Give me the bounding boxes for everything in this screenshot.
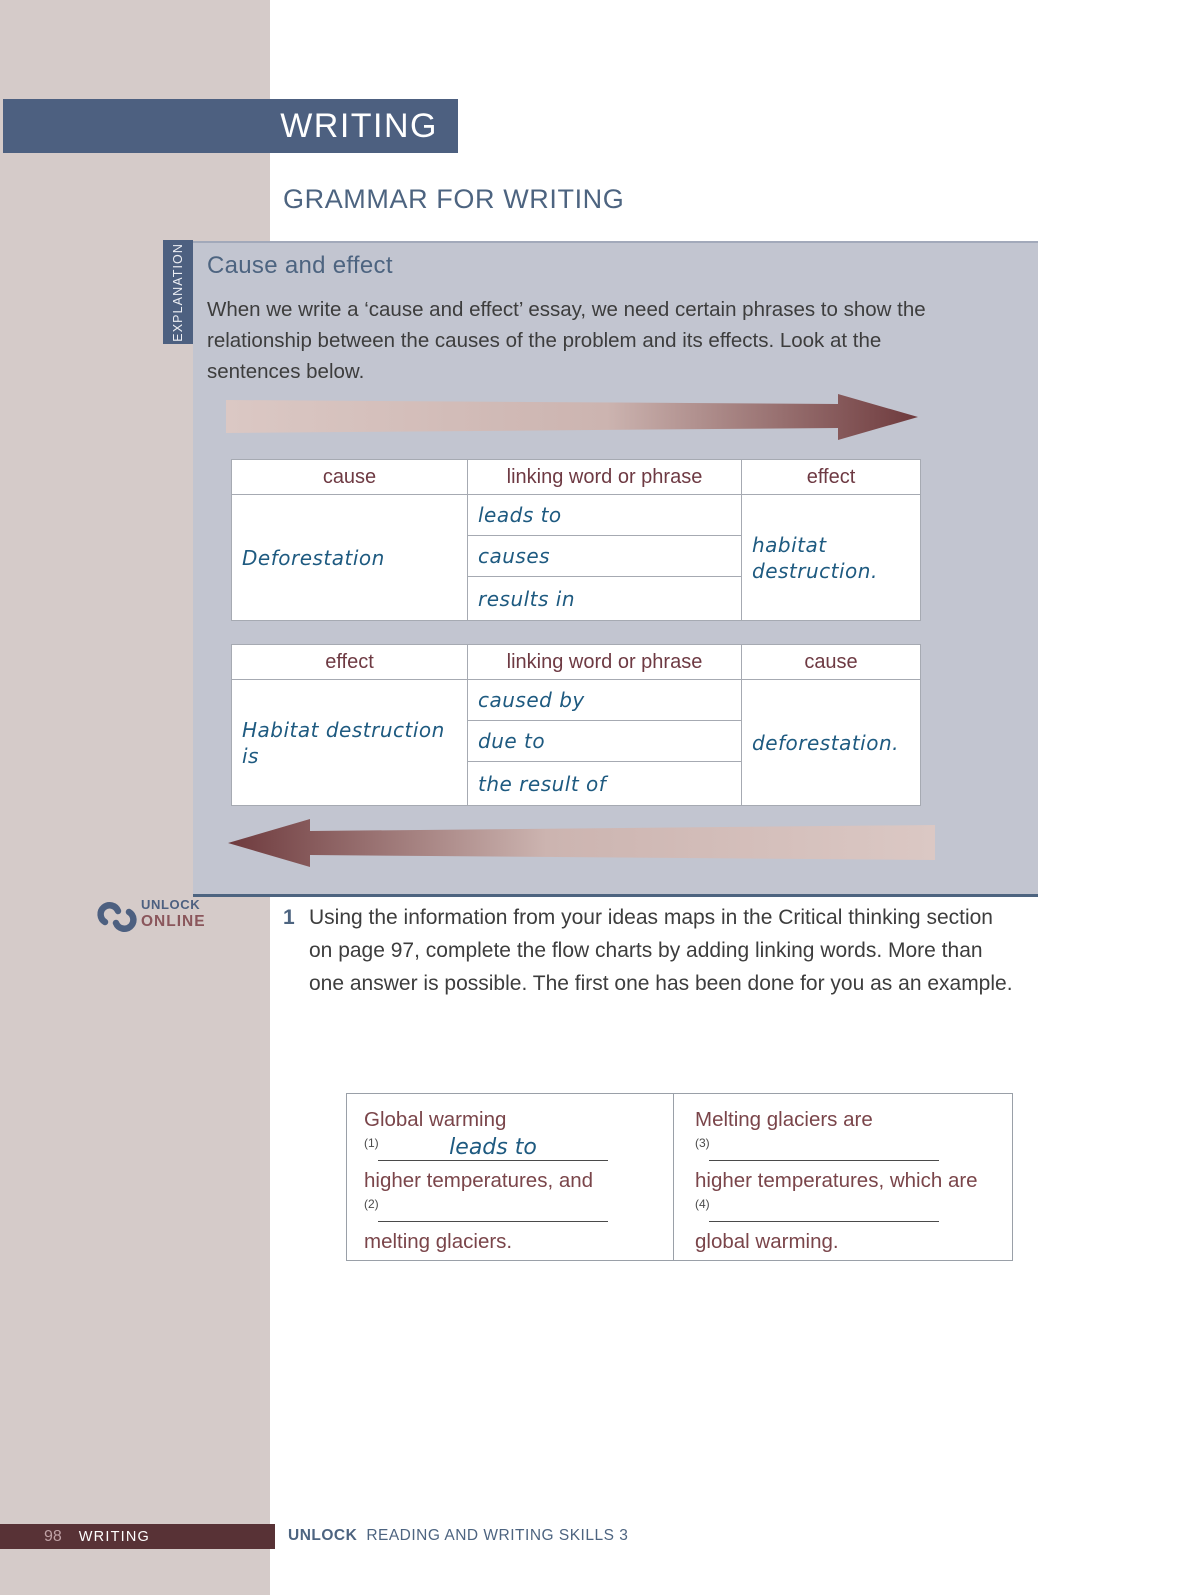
arrow-left-icon	[228, 817, 935, 874]
blank-underline	[378, 1160, 608, 1161]
flow-text: global warming.	[695, 1230, 839, 1253]
page-number: 98	[44, 1527, 62, 1545]
book-title: READING AND WRITING SKILLS 3	[366, 1527, 629, 1544]
column-header: linking word or phrase	[468, 645, 742, 680]
table-cell-effect: Habitat destruction is	[232, 680, 468, 806]
exercise-instructions: Using the information from your ideas maps in the Critical thinking section on page 97, complete the flow charts by adding linking words. More than one answer is possible. The first one has been done for you as an example.	[309, 906, 1013, 995]
flow-text: Melting glaciers are	[695, 1108, 873, 1131]
arrow-right-icon	[226, 393, 918, 446]
blank-3	[695, 1133, 1004, 1164]
effect-cause-table	[231, 644, 921, 806]
table-cell-linking: the result of	[468, 762, 742, 806]
footer-brand	[288, 1527, 628, 1545]
flow-text: melting glaciers.	[364, 1230, 513, 1253]
table-cell-cause: Deforestation	[232, 495, 468, 621]
flow-chart-box	[346, 1093, 1013, 1261]
table-cell-linking: causes	[468, 536, 742, 577]
explanation-tab-label: EXPLANATION	[171, 242, 185, 342]
exercise-number: 1	[283, 906, 295, 929]
blank-underline	[378, 1221, 608, 1222]
handwritten-answer: leads to	[449, 1135, 537, 1160]
badge-brand: UNLOCK	[141, 897, 201, 912]
table-cell-linking: caused by	[468, 680, 742, 721]
chain-link-icon	[96, 897, 138, 942]
flow-text: higher temperatures, which are	[695, 1169, 978, 1192]
flow-text: higher temperatures, and	[364, 1169, 594, 1192]
unit-header-band	[3, 99, 458, 153]
footer-section-label: WRITING	[78, 1528, 151, 1545]
blank-1	[364, 1133, 665, 1164]
blank-number: (3)	[695, 1136, 710, 1150]
table-cell-effect: habitat destruction.	[742, 495, 921, 621]
badge-online-label: ONLINE	[141, 913, 206, 930]
exercise-1	[283, 901, 1021, 1000]
blank-number: (1)	[364, 1136, 379, 1150]
brand-logo-text: UNLOCK	[288, 1527, 358, 1544]
explanation-tab	[163, 240, 193, 344]
cause-effect-table	[231, 459, 921, 621]
explanation-body: When we write a ‘cause and effect’ essay, we need certain phrases to show the relationship between the causes of the problem and its effects. Look at the sentences below.	[207, 298, 926, 383]
table-cell-linking: results in	[468, 577, 742, 621]
flow-chart-left-column	[347, 1094, 674, 1260]
blank-underline	[709, 1160, 939, 1161]
unlock-online-badge	[96, 897, 206, 942]
table-cell-linking: due to	[468, 721, 742, 762]
footer-bar	[0, 1524, 275, 1549]
table-cell-cause: deforestation.	[742, 680, 921, 806]
explanation-title: Cause and effect	[207, 252, 393, 279]
explanation-panel	[193, 241, 1038, 897]
table-cell-linking: leads to	[468, 495, 742, 536]
flow-chart-right-column	[674, 1094, 1012, 1260]
blank-number: (4)	[695, 1197, 710, 1211]
column-header: effect	[742, 460, 921, 495]
unit-title: WRITING	[280, 106, 438, 145]
section-heading: GRAMMAR FOR WRITING	[283, 184, 625, 214]
blank-4	[695, 1194, 1004, 1225]
blank-underline	[709, 1221, 939, 1222]
blank-2	[364, 1194, 665, 1225]
column-header: cause	[232, 460, 468, 495]
column-header: cause	[742, 645, 921, 680]
column-header: effect	[232, 645, 468, 680]
blank-number: (2)	[364, 1197, 379, 1211]
flow-text: Global warming	[364, 1108, 507, 1131]
column-header: linking word or phrase	[468, 460, 742, 495]
